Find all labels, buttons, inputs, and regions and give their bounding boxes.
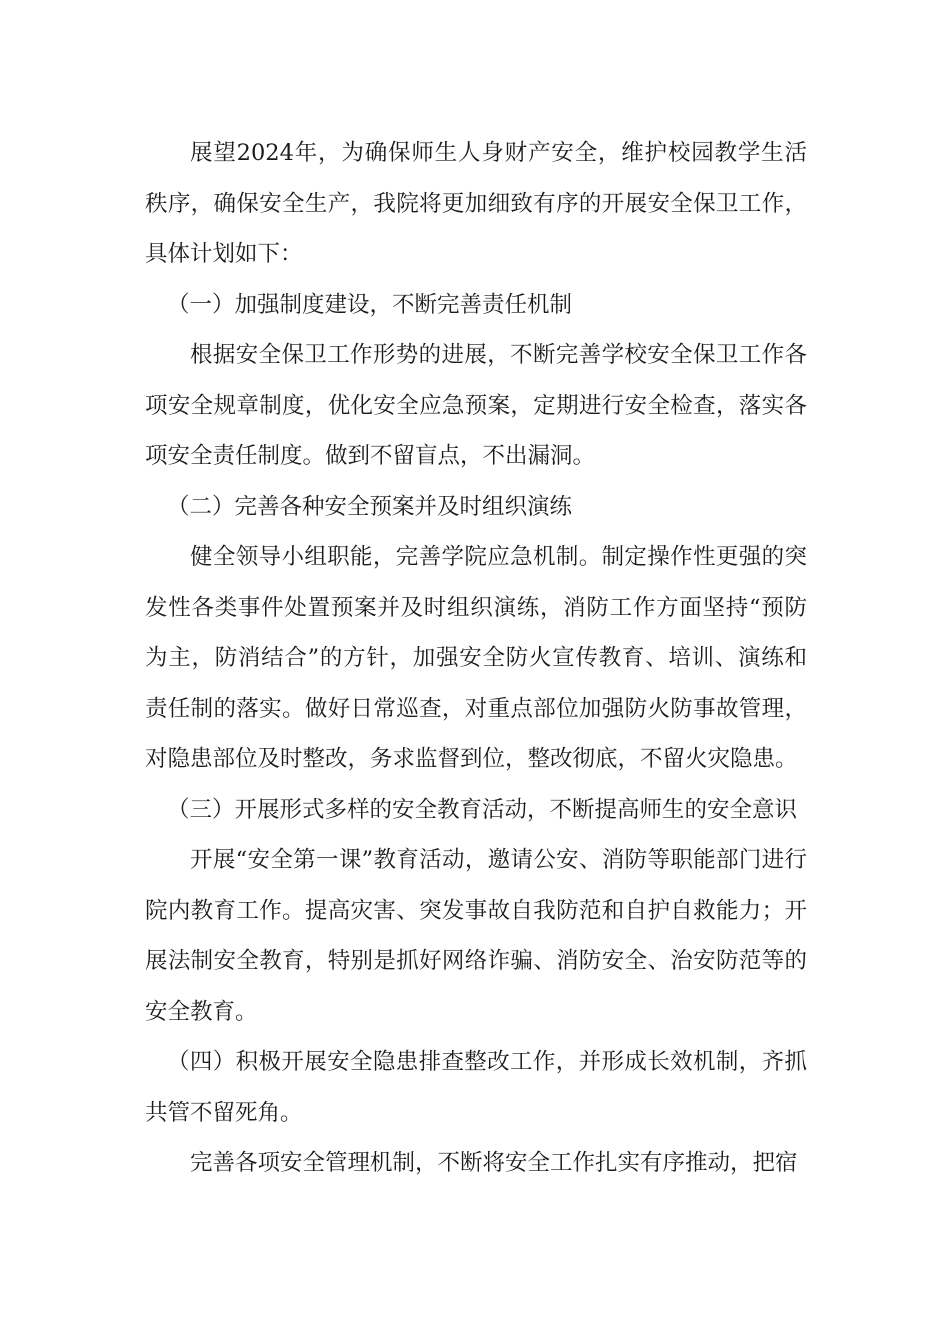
section-heading-3: （三）开展形式多样的安全教育活动，不断提高师生的安全意识: [167, 796, 798, 823]
section-paragraph-1: 根据安全保卫工作形势的进展，不断完善学校安全保卫工作各项安全规章制度，优化安全应急预案，定期进行安全检查，落实各项安全责任制度。做到不留盲点，不出漏洞。: [145, 342, 807, 469]
section-paragraph-2: 健全领导小组职能，完善学院应急机制。制定操作性更强的突发性各类事件处置预案并及时组织演练，消防工作方面坚持“预防为主，防消结合”的方针，加强安全防火宣传教育、培训、演练和责任制的落实。做好日常巡查，对重点部位加强防火防事故管理，对隐患部位及时整改，务求监督到位，整改彻底，不留火灾隐患。: [145, 544, 807, 772]
section-paragraph-3: 开展“安全第一课”教育活动，邀请公安、消防等职能部门进行院内教育工作。提高灾害、突发事故自我防范和自护自救能力；开展法制安全教育，特别是抓好网络诈骗、消防安全、治安防范等的安全教育。: [145, 847, 807, 1025]
section-heading-2: （二）完善各种安全预案并及时组织演练: [167, 493, 573, 520]
section-heading-1: （一）加强制度建设，不断完善责任机制: [167, 291, 573, 318]
section-heading-4: （四）积极开展安全隐患排查整改工作，并形成长效机制，齐抓共管不留死角。: [145, 1049, 807, 1126]
intro-paragraph: 展望2024年，为确保师生人身财产安全，维护校园教学生活秩序，确保安全生产，我院将更加细致有序的开展安全保卫工作，具体计划如下：: [145, 140, 807, 267]
section-paragraph-4: 完善各项安全管理机制，不断将安全工作扎实有序推动，把宿: [190, 1150, 798, 1176]
document-body: [145, 128, 807, 1189]
